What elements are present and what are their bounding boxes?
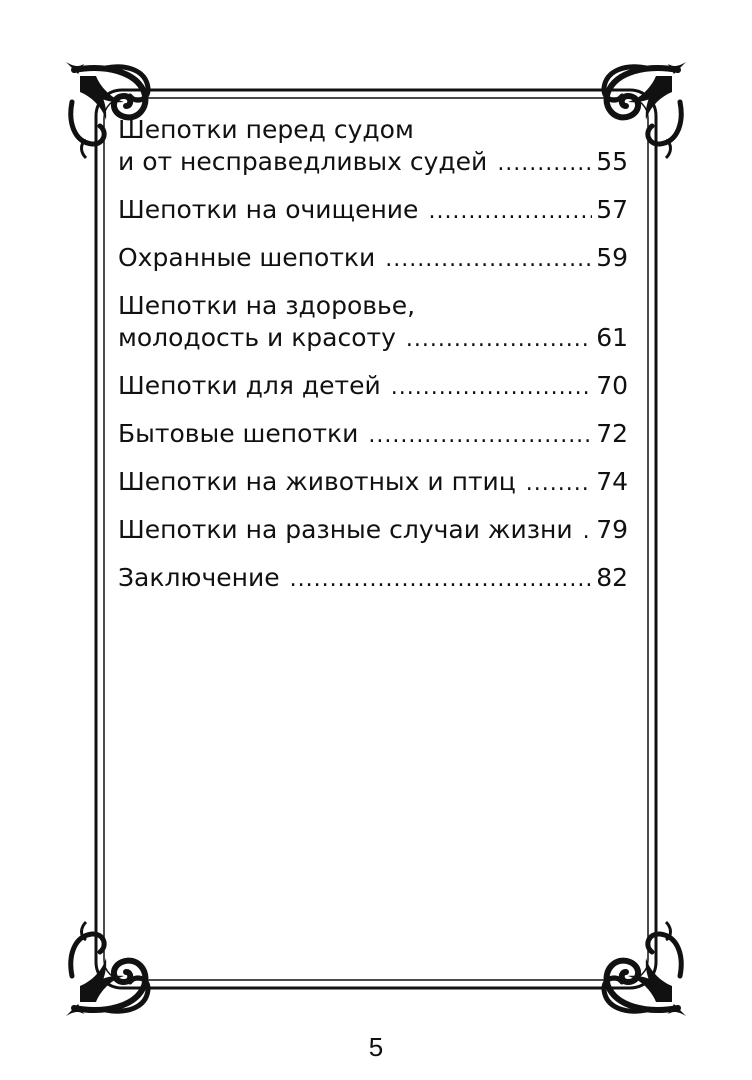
toc-entry[interactable] — [118, 114, 628, 180]
toc-entry[interactable] — [118, 466, 628, 500]
toc-entry-page-number: 61 — [596, 323, 628, 352]
dot-leader — [368, 420, 592, 452]
dot-leader — [290, 564, 593, 596]
toc-entry-page-number: 82 — [596, 563, 628, 592]
table-of-contents — [118, 114, 628, 610]
toc-entry[interactable] — [118, 290, 628, 356]
toc-entry-title-line: Шепотки на разные случаи жизни — [118, 515, 573, 544]
toc-entry-title-line: Шепотки на животных и птиц — [118, 467, 516, 496]
toc-entry-title-line: и от несправедливых судей — [118, 147, 488, 176]
toc-entry-title-line: Шепотки для детей — [118, 371, 381, 400]
toc-entry-page-number: 70 — [596, 371, 628, 400]
toc-entry[interactable] — [118, 242, 628, 276]
toc-entry[interactable] — [118, 194, 628, 228]
dot-leader — [583, 516, 593, 548]
corner-ornament-bottom-left-icon — [66, 934, 148, 1016]
corner-ornament-bottom-right-icon — [604, 934, 686, 1016]
toc-entry-page-number: 55 — [596, 147, 628, 176]
toc-entry[interactable] — [118, 514, 628, 548]
toc-entry[interactable] — [118, 370, 628, 404]
toc-entry[interactable] — [118, 418, 628, 452]
dot-leader — [428, 196, 592, 228]
toc-entry[interactable] — [118, 562, 628, 596]
toc-entry-page-number: 59 — [596, 243, 628, 272]
dot-leader — [391, 372, 592, 404]
toc-entry-title-line: Шепотки на здоровье, — [118, 291, 416, 320]
toc-entry-title-line: Бытовые шепотки — [118, 419, 359, 448]
toc-entry-title-line: Охранные шепотки — [118, 243, 376, 272]
dot-leader — [497, 148, 592, 180]
dot-leader — [406, 324, 592, 356]
dot-leader — [385, 244, 592, 276]
toc-entry-title-line: Заключение — [118, 563, 280, 592]
toc-entry-title-line: Шепотки на очищение — [118, 195, 419, 224]
toc-entry-page-number: 72 — [596, 419, 628, 448]
page-number: 5 — [368, 1032, 384, 1062]
toc-entry-title-line: молодость и красоту — [118, 323, 396, 352]
toc-entry-page-number: 74 — [596, 467, 628, 496]
toc-entry-page-number: 79 — [596, 515, 628, 544]
toc-entry-page-number: 57 — [596, 195, 628, 224]
dot-leader — [526, 468, 592, 500]
toc-entry-title-line: Шепотки перед судом — [118, 115, 414, 144]
